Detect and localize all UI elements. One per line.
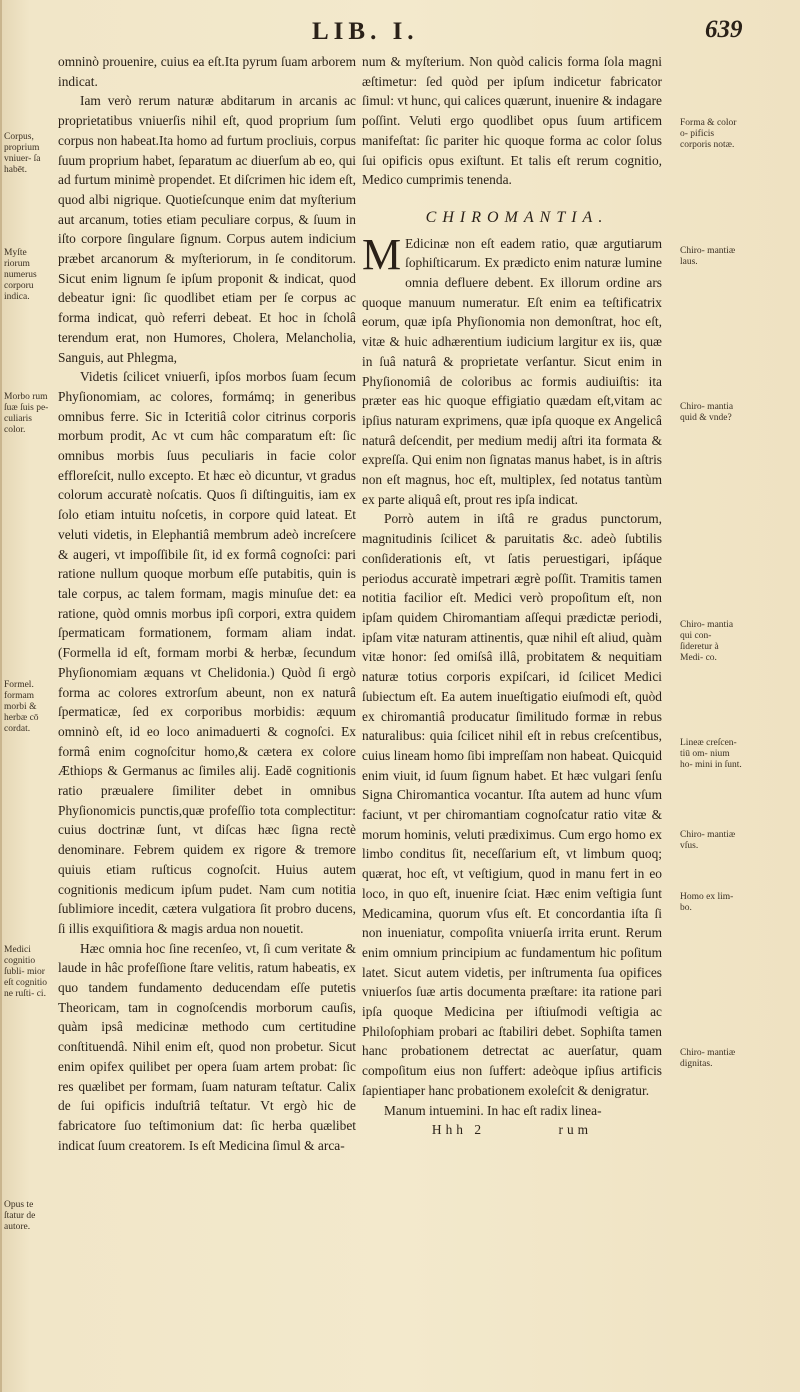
margin-note-left: Opus te ſtatur de autore. [4, 1200, 36, 1232]
margin-note-right: Chiro- mantia qui con- ſideretur à Medi- co. [680, 620, 734, 663]
section-title: CHIROMANTIA. [425, 208, 609, 226]
paragraph [362, 229, 662, 510]
margin-note-right: Chiro- mantiæ dignitas. [680, 1048, 736, 1069]
margin-note-right: Chiro- mantia quid & vnde? [680, 402, 734, 423]
catchword: rum [558, 1122, 593, 1138]
paragraph: Porrò autem in iſtâ re gradus punctorum, magnitudinis ſcilicet & paruitatis &c. adeò ſubtilis conſiderationis eſt, vt ſatis peruestigari, ipſáque periodus accuratè impetrari ægrè poſſit. Tramitis tamen notitia facilior eſt. Medici verò propoſitum eſt, non ipſam quidem Chiromantiam aſſequi prædictæ periodi, ipſam vitæ naturam attinentis, quæ nihil eſt aliud, quàm vitæ honor: ſed omiſsâ illâ, probitatem & nequitiam naturæ totius corporis expiſcari, id ſcilicet Medici ſubiectum eſt. Ea autem inueſtigatio eiuſmodi eſt, quòd ex chiromantiâ producatur ſimilitudo formæ in rebus naturalibus: quia ſcilicet nihil eſt in rebus creſcentibus, cuius lineam homo ſibi impreſſam non habeat. Quicquid enim viuit, id ſuum ſignum habet. Et hæc vulgari ſenſu Signa Chiromantica vocantur. Iſta autem ad hunc vſum faciunt, vt per chiromantiam cognoſcatur ratio vitæ & morum hominis, veluti prædiximus. Cum ergo homo ex limbo conditus ſit, neceſſarium eſt, vt limbum quoq; quærat, hoc eſt, vt veſtigium, quod in manu fert in eo loco, in quo eſt, inuenire ſciat. Hæc enim veſtigia ſunt Medicamina, quorum vſus eſt. Et concordantia iſta ſi non inueniatur, compoſita vniuerſa irrita erunt. Rerum enim omnium principium ac fundamentum hic poſitum latet. Sicut autem videtis, per inſtrumenta ſua opifices vniuerſos ſuæ artis documenta præſtare: ita ratione pari ipſa quoque Medicina per iſtiuſmodi veſtigia ac Philoſophiam probari ac ſtabiliri debet. Sophiſta tamen hanc probationem detrectat ac auerſatur, quam compoſitum eius non ſuffert: adeòque ipſius artificis ſapientiaper hanc probationem exoleſcit & denigratur. [362, 511, 662, 1098]
page-number: 639 [705, 16, 743, 43]
margin-note-right: Lineæ creſcen- tiū om- nium ho- mini in ſunt. [680, 738, 742, 770]
paragraph: omninò prouenire, cuius ea eſt.Ita pyrum ſuam arborem indicat. [58, 54, 356, 89]
running-header [0, 14, 800, 48]
margin-note-left: Morbo rum ſuæ ſuis pe- culiaris color. [4, 392, 49, 435]
paragraph: num & myſterium. Non quòd calicis forma ſola magni æſtimetur: ſed quòd per ipſum indicetur fabricator ſimul: vt hunc, qui calices quærunt, inuenire & indagare poſſint. Veluti ergo quodlibet opus ſuum artificem manifeſtat: ſic pariter hic quoque forma ac color ſolus ſui opificis opus exiſtunt. Et talis eſt rerum cognitio, Medico cumprimis tenenda. [362, 54, 662, 188]
margin-note-left: Corpus, proprium vniuer- ſa habēt. [4, 132, 41, 175]
margin-note-right: Forma & color o- pificis corporis notæ. [680, 118, 737, 150]
paragraph: Videtis ſcilicet vniuerſi, ipſos morbos ſuam ſecum Phyſionomiam, ac colores, formámq; in generibus omnibus ferre. Sic in Icteritiâ color citrinus corporis morbum prodit, Ac vt cum hâc comparatum eſt: ſic omnibus morbis ſuus peculiaris in facie color effloreſcit, nullo excepto. Et hæc eò dicuntur, vt gradus colorum accuratè noſcatis. Quos ſi diſtinguitis, iam ex ſolo etiam intuitu noſcetis, in corpore quid lateat. Et veluti videtis, in Elephantiâ membrum adeò increſcere & augeri, vt impoſſibile ſit, id ex formâ cognoſci: pari ratione nullum quoque morbum eſſe putabitis, quin is tale corpus, ac talem formam, magis minuſue det: ea ratione, quòd omnis morbus ipſi corpori, extra quidem ſpermaticam formationem, formam aliam indat. (Formella id eſt, formam morbi & herbæ, ſecundum Phyſionomiam æquans vt Chelidonia.) Quòd ſi ergò forma ac colores extrorſum abeunt, non ex naturâ ſpermaticæ, ſed ex corporibus morbidis: æquum omninò eſt, id eo loco animaduerti & cognoſci. Ex formâ enim cognoſcitur homo,& cætera ex colore Æthiops & Germanus ac ſimiles alij. Eadē cognitionis ratio præualere ſimiliter debet in omnibus Phyſionomicis punctis,quæ profeſſio tota complectitur: cuius doctrinæ ſunt, vt diſcas hæc ſigna rectè denominare. Febrem quidem ex rigore & tremore quiuis etiam ruſticus cognoſcit. Huius autem cognitionis medicum ipſum pudet. Nam cum notitia ſublimiore incedit, cætera vulgatiora ſit probro ducens, ſi illis exquiſitiora & magis ardua non nouetit. [58, 369, 356, 936]
signature-line [362, 1120, 662, 1140]
paragraph: Manum intuemini. In hac eſt radix linea- [384, 1102, 602, 1118]
margin-note-left: Formel. formam morbi & herbæ cō cordat. [4, 680, 39, 734]
margin-note-left: Myſte riorum numerus corporu indica. [4, 248, 37, 302]
margin-note-right: Homo ex lim- bo. [680, 892, 734, 913]
left-text-column [58, 52, 356, 1155]
drop-cap: M [362, 229, 402, 279]
page-gutter [0, 0, 2, 1392]
margin-note-left: Medici cognitio ſubli- mior eſt cognitio ne ruſti- ci. [4, 945, 48, 999]
right-text-column [362, 52, 662, 1140]
paragraph: Iam verò rerum naturæ abditarum in arcanis ac proprietatibus vniuerſis nihil eſt, quod proprium ſum corpus non habeat.Ita homo ad furtum procliuis, corpus ſuum proprium habet, ſeparatum ac diuerſum ab eo, qui ad furtum minimè propendet. Et diſcrimen hic idem eſt, quod albi nigrique. Quotieſcunque enim dat myſterium aut arcanum, toties etiam peculiare corpus, & ſuum in iſto corpore ſingulare ſignum. Corpus autem indicium præbet arcanorum & myſteriorum, in ſe conditorum. Sicut enim lignum ſe ipſum proponit & indicat, quod debeatur igni: ſic quodlibet etiam per ſe corpus ac forma indicat, quò referri debeat. Et hoc in ſcholâ terendum erat, non Humores, Cholera, Melancholia, Sanguis, aut Phlegma, [58, 93, 356, 365]
margin-note-right: Chiro- mantiæ vſus. [680, 830, 736, 851]
running-title: LIB. I. [312, 18, 419, 45]
margin-note-right: Chiro- mantiæ laus. [680, 246, 736, 267]
paragraph-text: Edicinæ non eſt eadem ratio, quæ argutiarum ſophiſticarum. Ex prædicto enim naturæ lumine omnia defluere debent. Ex illorum ordine ars quoque manuum numeratur. Eſt enim ea teſtificatrix eorum, quæ ipſa Phyſionomia non demonſtrat, hoc eſt, vitæ & huic adhærentium iudicium largitur ex iis, quæ in ſuâ naturâ & proprietate verſantur. Sicut enim in Phyſionomiâ de coloribus ac formis audiuiſtis: ita præter eas hic quoque effigiatio quædam eſt,vitam ac ipſius naturam exprimens, quæ ipſa quoque ex Angelicâ naturâ deſcendit, per medium medij aſtri ita formata & expreſſa. Qui enim non ſignatas manus habet, is in aſtris non eſt magnus, hoc eſt, multiplex, ſed notatus tantùm ex parte aliquâ eſt, prout res ipſa indicat. [362, 235, 662, 507]
signature-mark: Hhh 2 [431, 1122, 486, 1138]
paragraph: Hæc omnia hoc ſine recenſeo, vt, ſi cum veritate & laude in hâc profeſſione ſtare velitis, ratum habeatis, ex quo tandem fundamento deducendam eſſe putetis Theoricam, tam in cognoſcendis morborum cauſis, quàm ipsâ medicinæ methodo cum certitudine conſtituendâ. Nihil enim eſt, quod non probetur. Sicut enim opifex quilibet per opera ſuam artem probat: ſic res quælibet per formam, ſuam naturam teſtatur. Calix de ſui opificis induſtriâ teſtatur. Vt ergò hic de fabricatore ſuo teſtimonium dat: ſic herba quælibet indicat ſuum creatorem. Is eſt Medicina ſimul & arca- [58, 940, 356, 1153]
